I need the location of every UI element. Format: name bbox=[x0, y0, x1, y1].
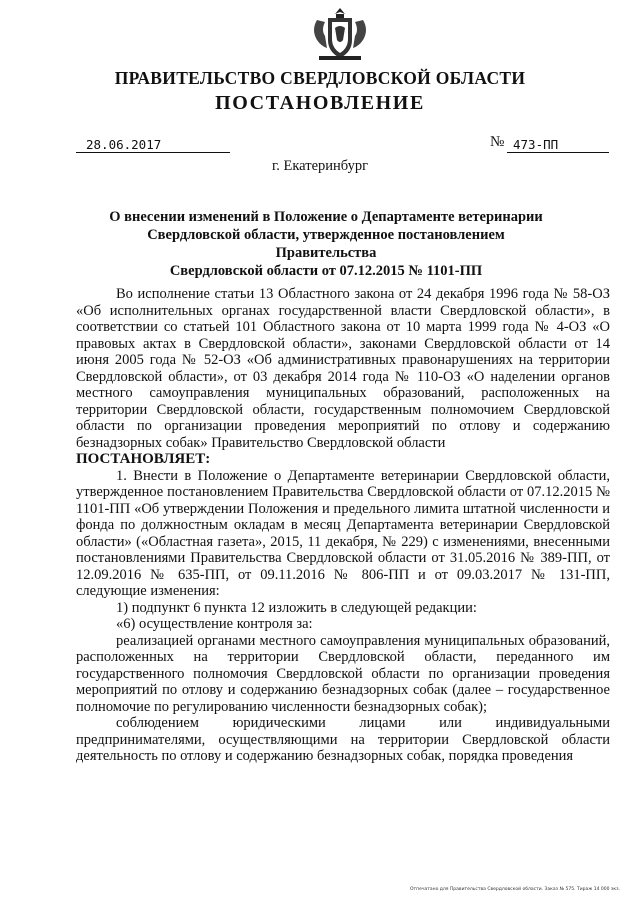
quote-start-paragraph: «6) осуществление контроля за: bbox=[116, 616, 313, 632]
document-body bbox=[76, 286, 610, 765]
decree-heading: ПОСТАНОВЛЯЕТ: bbox=[76, 451, 211, 467]
number-sign: № bbox=[490, 134, 505, 150]
subject-line: Свердловской области от 07.12.2015 № 1101-ПП bbox=[169, 263, 483, 279]
city-name: г. Екатеринбург bbox=[271, 158, 369, 174]
coat-of-arms-icon bbox=[305, 6, 375, 64]
implementation-control-paragraph: реализацией органами местного самоуправления муниципальных образований, расположенных на территории Свердловской области, переданного им государственного полномочия Свердловской области по организации проведения мероприятий по отлову и содержанию безнадзорных собак (далее – государственное полномочие по регулированию численности безнадзорных собак); bbox=[76, 632, 610, 715]
government-name: ПРАВИТЕЛЬСТВО СВЕРДЛОВСКОЙ ОБЛАСТИ bbox=[114, 68, 526, 88]
print-note: Отпечатано для Правительства Свердловской области. Заказ № 575. Тираж 14 000 экз. bbox=[410, 887, 620, 892]
subject-line: О внесении изменений в Положение о Департаменте ветеринарии bbox=[109, 209, 543, 225]
subject-line: Свердловской области, утвержденное постановлением Правительства bbox=[147, 227, 505, 261]
document-number: 473-ПП bbox=[507, 137, 609, 153]
preamble-paragraph: Во исполнение статьи 13 Областного закона от 24 декабря 1996 года № 58-ОЗ «Об исполнительных органах государственной власти Свердловской области», в соответствии со статьей 101 Областного закона от 10 марта 1999 года № 4-ОЗ «О правовых актах в Свердловской области», законами Свердловской области от 14 июня 2005 года № 52-ОЗ «Об административных правонарушениях на территории Свердловской области», от 03 декабря 2014 года № 110-ОЗ «О наделении органов местного самоуправления муниципальных образований, расположенных на территории Свердловской области, государственным полномочием Свердловской области по организации проведения мероприятий по отлову и содержанию безнадзорных собак» Правительство Свердловской области bbox=[76, 286, 610, 451]
document-subject bbox=[96, 208, 556, 280]
compliance-control-paragraph: соблюдением юридическими лицами или индивидуальными предпринимателями, осуществляющими на территории Свердловской области деятельность по отлову и содержанию безнадзорных собак, порядка проведения bbox=[76, 715, 610, 764]
item-1-paragraph: 1. Внести в Положение о Департаменте ветеринарии Свердловской области, утвержденное постановлением Правительства Свердловской области от 07.12.2015 № 1101-ПП «Об утверждении Положения и предельного лимита штатной численности и фонда по должностным окладам в месяц Департамента ветеринарии Свердловской области» («Областная газета», 2015, 11 декабря, № 229) с изменениями, внесенными постановлениями Правительства Свердловской области от 31.05.2016 № 389-ПП, от 12.09.2016 № 635-ПП, от 09.11.2016 № 806-ПП и от 09.03.2017 № 131-ПП, следующие изменения: bbox=[76, 467, 610, 599]
subitem-1-paragraph: 1) подпункт 6 пункта 12 изложить в следующей редакции: bbox=[116, 599, 477, 616]
document-date: 28.06.2017 bbox=[76, 137, 230, 153]
document-type-title: ПОСТАНОВЛЕНИЕ bbox=[215, 92, 425, 114]
